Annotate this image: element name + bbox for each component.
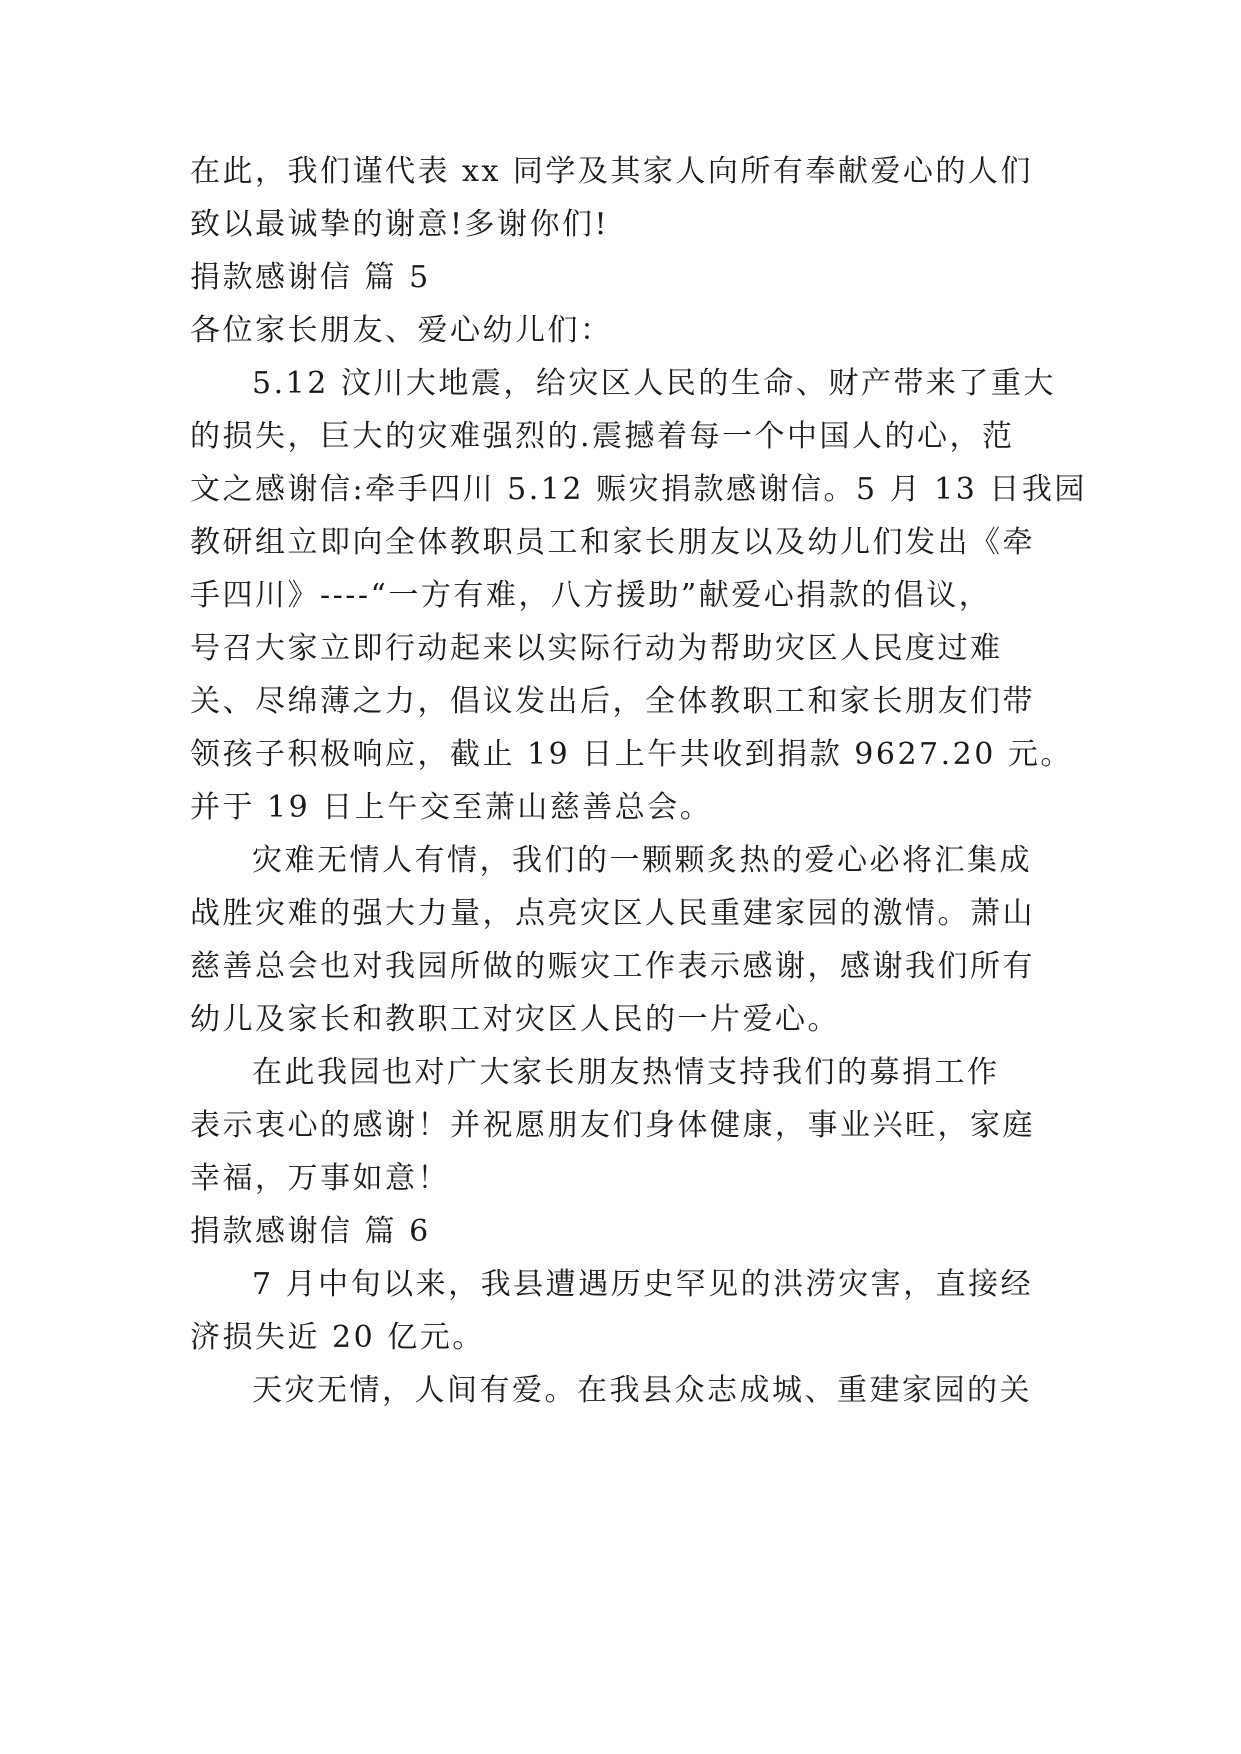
text-line: 号召大家立即行动起来以实际行动为帮助灾区人民度过难	[190, 631, 1003, 666]
text-line: 慈善总会也对我园所做的赈灾工作表示感谢，感谢我们所有	[190, 949, 1035, 984]
text-line: 手四川》----“一方有难，八方援助”献爱心捐款的倡议，	[190, 578, 992, 613]
text-line: 幼儿及家长和教职工对灾区人民的一片爱心。	[190, 1002, 840, 1037]
text-line: 战胜灾难的强大力量，点亮灾区人民重建家园的激情。萧山	[190, 896, 1035, 931]
text-line: 济损失近 20 亿元。	[190, 1320, 485, 1355]
text-line: 7 月中旬以来，我县遭遇历史罕见的洪涝灾害，直接经	[252, 1267, 1034, 1302]
text-line: 在此我园也对广大家长朋友热情支持我们的募捐工作	[252, 1055, 1000, 1090]
text-line: 文之感谢信:牵手四川 5.12 赈灾捐款感谢信。5 月 13 日我园	[190, 472, 1087, 507]
text-line: 在此，我们谨代表 xx 同学及其家人向所有奉献爱心的人们	[190, 154, 1033, 189]
text-line: 教研组立即向全体教职员工和家长朋友以及幼儿们发出《牵	[190, 525, 1035, 560]
text-line: 幸福，万事如意！	[190, 1161, 450, 1196]
text-line: 表示衷心的感谢！并祝愿朋友们身体健康，事业兴旺，家庭	[190, 1108, 1035, 1143]
text-line: 致以最诚挚的谢意!多谢你们!	[190, 207, 610, 242]
text-line: 并于 19 日上午交至萧山慈善总会。	[190, 790, 713, 825]
section-heading: 捐款感谢信 篇 5	[190, 260, 431, 295]
text-line: 灾难无情人有情，我们的一颗颗炙热的爱心必将汇集成	[252, 843, 1032, 878]
text-line: 关、尽绵薄之力，倡议发出后，全体教职工和家长朋友们带	[190, 684, 1035, 719]
section-heading: 捐款感谢信 篇 6	[190, 1214, 431, 1249]
text-line: 5.12 汶川大地震，给灾区人民的生命、财产带来了重大	[252, 366, 1056, 401]
text-line: 天灾无情，人间有爱。在我县众志成城、重建家园的关	[252, 1373, 1032, 1408]
text-line: 领孩子积极响应，截止 19 日上午共收到捐款 9627.20 元。	[190, 737, 1073, 772]
salutation: 各位家长朋友、爱心幼儿们：	[190, 313, 613, 348]
text-line: 的损失，巨大的灾难强烈的.震撼着每一个中国人的心，范	[190, 419, 1015, 454]
